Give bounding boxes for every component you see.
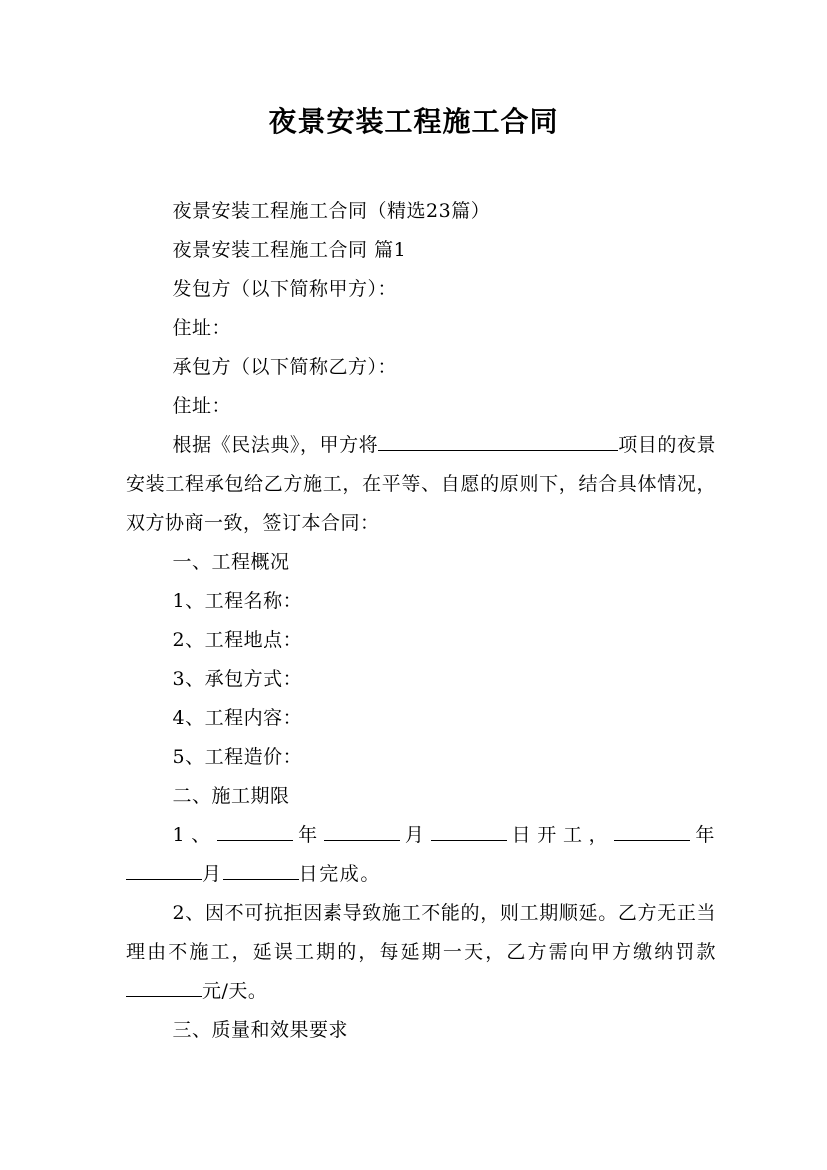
paragraph-section-one: 一、工程概况 [172,551,290,573]
schedule-item-number: 1、 [172,824,217,846]
document-title: 夜景安装工程施工合同 [268,105,559,138]
document-body [126,192,716,1050]
end-year-label: 年 [690,824,717,846]
paragraph-party-b: 承包方（以下简称乙方）： [172,356,398,378]
end-month-label: 月 [202,863,223,885]
project-name-blank [378,431,618,451]
preamble-text-end: 项目的夜景安装工程承包给乙方施工，在平等、自愿的原则下，结合具体情况，双方协商一致，签订本合同： [126,434,716,534]
preamble-text-start: 根据《民法典》，甲方将 [172,434,379,456]
paragraph-preamble [126,426,716,543]
start-day-blank [431,821,507,841]
end-day-label: 日完成。 [298,863,382,885]
paragraph-party-b-address: 住址： [172,395,232,417]
paragraph-project-cost: 5、工程造价： [172,746,303,768]
penalty-unit: 元/天。 [202,980,268,1002]
paragraph-schedule [126,816,716,894]
start-year-blank [217,821,293,841]
end-month-blank [126,860,202,880]
start-day-label: 日开工， [506,824,615,846]
paragraph-contract-method: 3、承包方式： [172,668,303,690]
paragraph-delay-penalty [126,894,716,1011]
paragraph-project-location: 2、工程地点： [172,629,303,651]
paragraph-project-content: 4、工程内容： [172,707,303,729]
end-year-blank [614,821,690,841]
penalty-amount-blank [126,977,202,997]
end-day-blank [223,860,299,880]
paragraph-party-a-address: 住址： [172,317,232,339]
paragraph-heading-article: 夜景安装工程施工合同 篇1 [172,239,407,261]
start-month-blank [324,821,400,841]
delay-penalty-text: 2、因不可抗拒因素导致施工不能的，则工期顺延。乙方无正当理由不施工，延误工期的，每延期一天，乙方需向甲方缴纳罚款 [126,902,716,963]
paragraph-project-name: 1、工程名称： [172,590,303,612]
paragraph-heading-collection: 夜景安装工程施工合同（精选23篇） [172,200,491,222]
paragraph-party-a: 发包方（以下简称甲方）： [172,278,398,300]
start-year-label: 年 [293,824,324,846]
start-month-label: 月 [399,824,431,846]
paragraph-section-two: 二、施工期限 [172,785,290,807]
paragraph-section-three: 三、质量和效果要求 [172,1019,349,1041]
